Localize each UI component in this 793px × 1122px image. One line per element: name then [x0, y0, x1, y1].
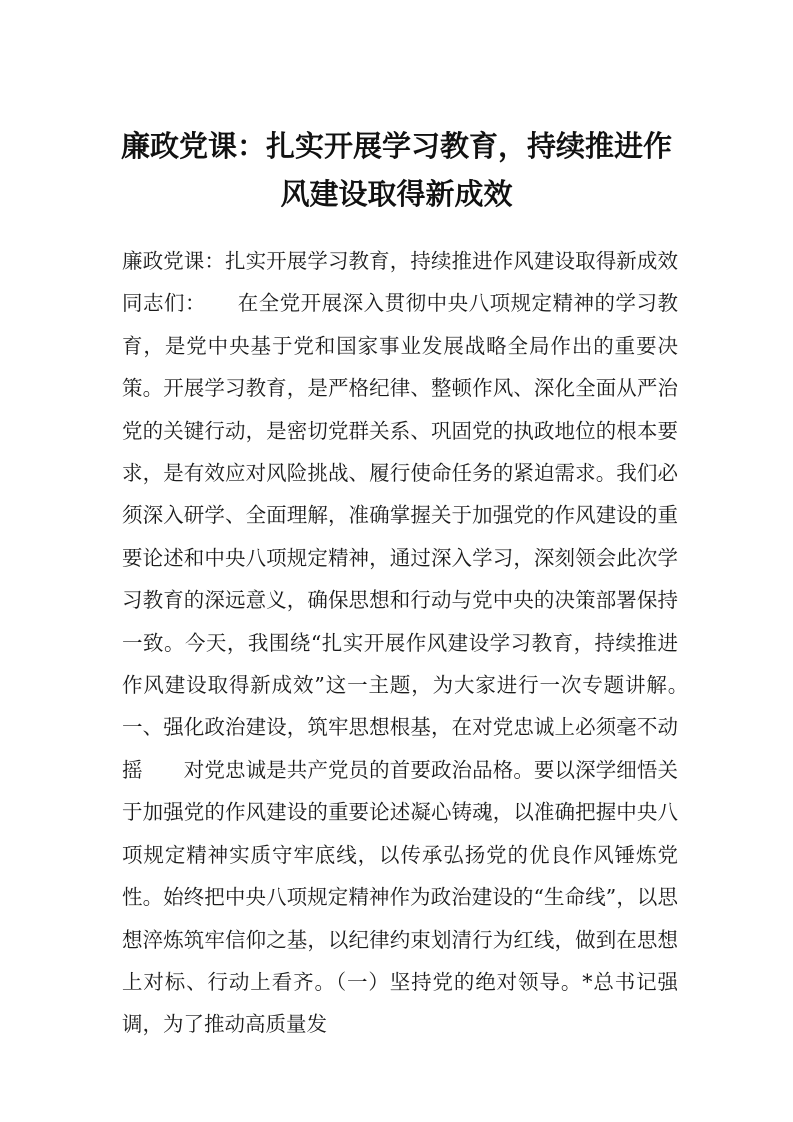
document-title	[100, 122, 693, 218]
title-line-2: 风建设取得新成效	[280, 177, 513, 211]
body-paragraph: 廉政党课：扎实开展学习教育，持续推进作风建设取得新成效 同志们： 在全党开展深入贯彻中央八项规定精神的学习教育，是党中央基于党和国家事业发展战略全局作出的重要决策。开展学习教育，是严格纪律、整顿作风、深化全面从严治党的关键行动，是密切党群关系、巩固党的执政地位的根本要求，是有效应对风险挑战、履行使命任务的紧迫需求。我们必须深入研学、全面理解，准确掌握关于加强党的作风建设的重要论述和中央八项规定精神，通过深入学习，深刻领会此次学习教育的深远意义，确保思想和行动与党中央的决策部署保持一致。今天，我围绕“扎实开展作风建设学习教育，持续推进作风建设取得新成效”这一主题，为大家进行一次专题讲解。 一、强化政治建设，筑牢思想根基，在对党忠诚上必须毫不动摇 对党忠诚是共产党员的首要政治品格。要以深学细悟关于加强党的作风建设的重要论述凝心铸魂，以准确把握中央八项规定精神实质守牢底线，以传承弘扬党的优良作风锤炼党性。始终把中央八项规定精神作为政治建设的“生命线”，以思想淬炼筑牢信仰之基，以纪律约束划清行为红线，做到在思想上对标、行动上看齐。（一）坚持党的绝对领导。*总书记强调，为了推动高质量发	[122, 249, 719, 1037]
title-line-1: 廉政党课：扎实开展学习教育，持续推进作	[120, 129, 672, 163]
